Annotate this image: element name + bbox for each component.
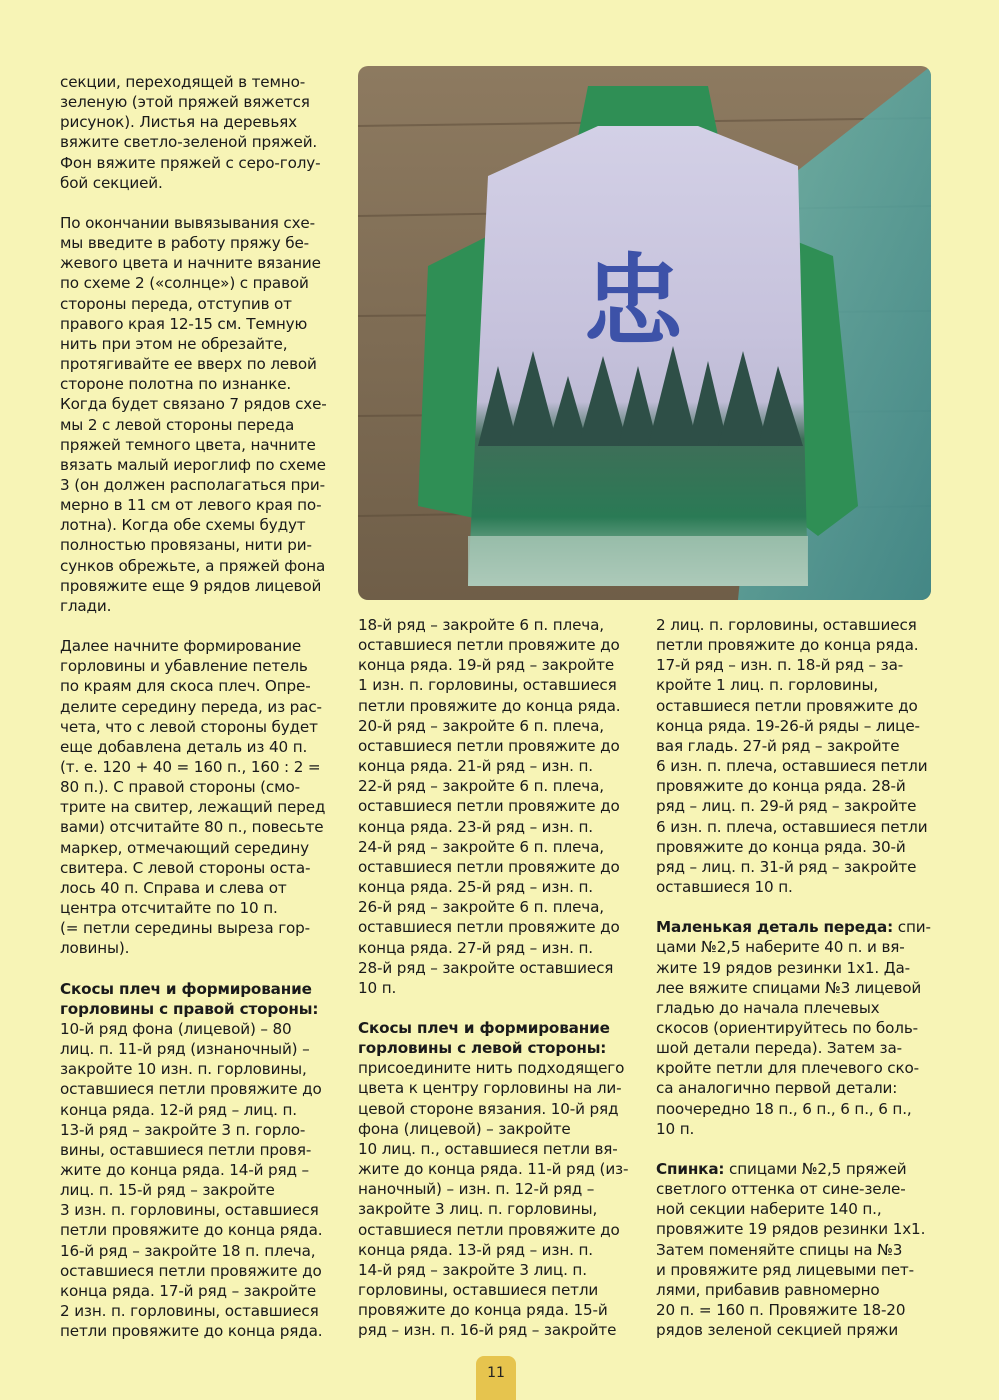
text-column-2 [358,615,640,1340]
paragraph: Далее начните формирование горловины и убавление петель по краям для скоса плеч. Опре- делите середину переда, из рас- чета, что с левой стороны будет еще добавлена деталь из 40 п. (т. е. 120 + 40 = 160 п., 160 : 2 = 80 п.). С правой стороны (смо- трите на свитер, лежащий перед вами) отсчитайте 80 п., повесьте маркер, отмечающий середину свитера. С левой стороны оста- лось 40 п. Справа и слева от центра отсчитайте по 10 п. (= петли середины выреза гор- ловины). [60,637,326,958]
paragraph: присоедините нить подходящего цвета к центру горловины на ли- цевой стороне вязания. 10-й ряд фона (лицевой) – закройте 10 лиц. п., оставшиеся петли вя- жите до конца ряда. 11-й ряд (из- наночный) – изн. п. 12-й ряд – закройте 3 лиц. п. горловины, оставшиеся петли провяжите до конца ряда. 13-й ряд – изн. п. 14-й ряд – закройте 3 лиц. п. горловины, оставшиеся петли провяжите до конца ряда. 15-й ряд – изн. п. 16-й ряд – закройте [358,1059,629,1340]
sweater-photo [358,66,931,600]
page-number: 11 [476,1356,516,1400]
sweater-ribbing [468,536,808,586]
paragraph-text: спицами №2,5 пряжей светлого оттенка от сине-зеле- ной секции наберите 140 п., провяжите 19 рядов резинки 1х1. Затем поменяйте спицы на №3 и провяжите ряд лицевыми пет- лями, прибавив равномерно 20 п. = 160 п. Провяжите 18-20 рядов зеленой секцией пряжи [656,1159,926,1340]
hieroglyph: 忠 [583,243,683,360]
section-heading: Скосы плеч и формирование горловины с правой стороны: [60,979,319,1018]
paragraph: секции, переходящей в темно- зеленую (этой пряжей вяжется рисунок). Листья на деревьях вяжите светло-зеленой пряжей. Фон вяжите пряжей с серо-голу- бой секцией. [60,73,321,192]
paragraph [656,917,946,1139]
text-column-3 [656,615,946,1340]
paragraph-text: спи- цами №2,5 наберите 40 п. и вя- жите 19 рядов резинки 1х1. Да- лее вяжите спицами №3 лицевой гладью до начала плечевых скосов (ориентируйтесь по боль- шой детали переда). Затем за- кройте петли для плечевого ско- са аналогично первой детали: поочередно 18 п., 6 п., 6 п., 6 п., 10 п. [656,918,931,1138]
sweater-illustration [358,66,931,600]
section-heading: Скосы плеч и формирование горловины с левой стороны: [358,1018,610,1058]
paragraph: 10-й ряд фона (лицевой) – 80 лиц. п. 11-й ряд (изнаночный) – закройте 10 изн. п. горловины, оставшиеся петли провяжите до конца ряда. 12-й ряд – лиц. п. 13-й ряд – закройте 3 п. горло- вины, оставшиеся петли провя- жите до конца ряда. 14-й ряд – лиц. п. 15-й ряд – закройте 3 изн. п. горловины, оставшиеся петли провяжите до конца ряда. 16-й ряд – закройте 18 п. плеча, оставшиеся петли провяжите до конца ряда. 17-й ряд – закройте 2 изн. п. горловины, оставшиеся петли провяжите до конца ряда. [60,1019,323,1341]
text-column-1 [60,72,350,1341]
paragraph: 2 лиц. п. горловины, оставшиеся петли провяжите до конца ряда. 17-й ряд – изн. п. 18-й ряд – за- кройте 1 лиц. п. горловины, оставшиеся петли провяжите до конца ряда. 19-26-й ряды – лице- вая гладь. 27-й ряд – закройте 6 изн. п. плеча, оставшиеся петли провяжите до конца ряда. 28-й ряд – лиц. п. 29-й ряд – закройте 6 изн. п. плеча, оставшиеся петли провяжите до конца ряда. 30-й ряд – лиц. п. 31-й ряд – закройте оставшиеся 10 п. [656,616,928,897]
paragraph: По окончании вывязывания схе- мы введите в работу пряжу бе- жевого цвета и начните вязание по схеме 2 («солнце») с правой стороны переда, отступив от правого края 12-15 см. Темную нить при этом не обрезайте, протягивайте ее вверх по левой стороне полотна по изнанке. Когда будет связано 7 рядов схе- мы 2 с левой стороны переда пряжей темного цвета, начните вязать малый иероглиф по схеме 3 (он должен располагаться при- мерно в 11 см от левого края по- лотна). Когда обе схемы будут полностью провязаны, нити ри- сунков обрежьте, а пряжей фона провяжите еще 9 рядов лицевой глади. [60,213,327,615]
paragraph: 18-й ряд – закройте 6 п. плеча, оставшиеся петли провяжите до конца ряда. 19-й ряд – закройте 1 изн. п. горловины, оставшиеся петли провяжите до конца ряда. 20-й ряд – закройте 6 п. плеча, оставшиеся петли провяжите до конца ряда. 21-й ряд – изн. п. 22-й ряд – закройте 6 п. плеча, оставшиеся петли провяжите до конца ряда. 23-й ряд – изн. п. 24-й ряд – закройте 6 п. плеча, оставшиеся петли провяжите до конца ряда. 25-й ряд – изн. п. 26-й ряд – закройте 6 п. плеча, оставшиеся петли провяжите до конца ряда. 27-й ряд – изн. п. 28-й ряд – закройте оставшиеся 10 п. [358,616,621,997]
section-heading: Спинка: [656,1159,725,1178]
section-heading: Маленькая деталь переда: [656,918,894,937]
paragraph [656,1159,946,1340]
